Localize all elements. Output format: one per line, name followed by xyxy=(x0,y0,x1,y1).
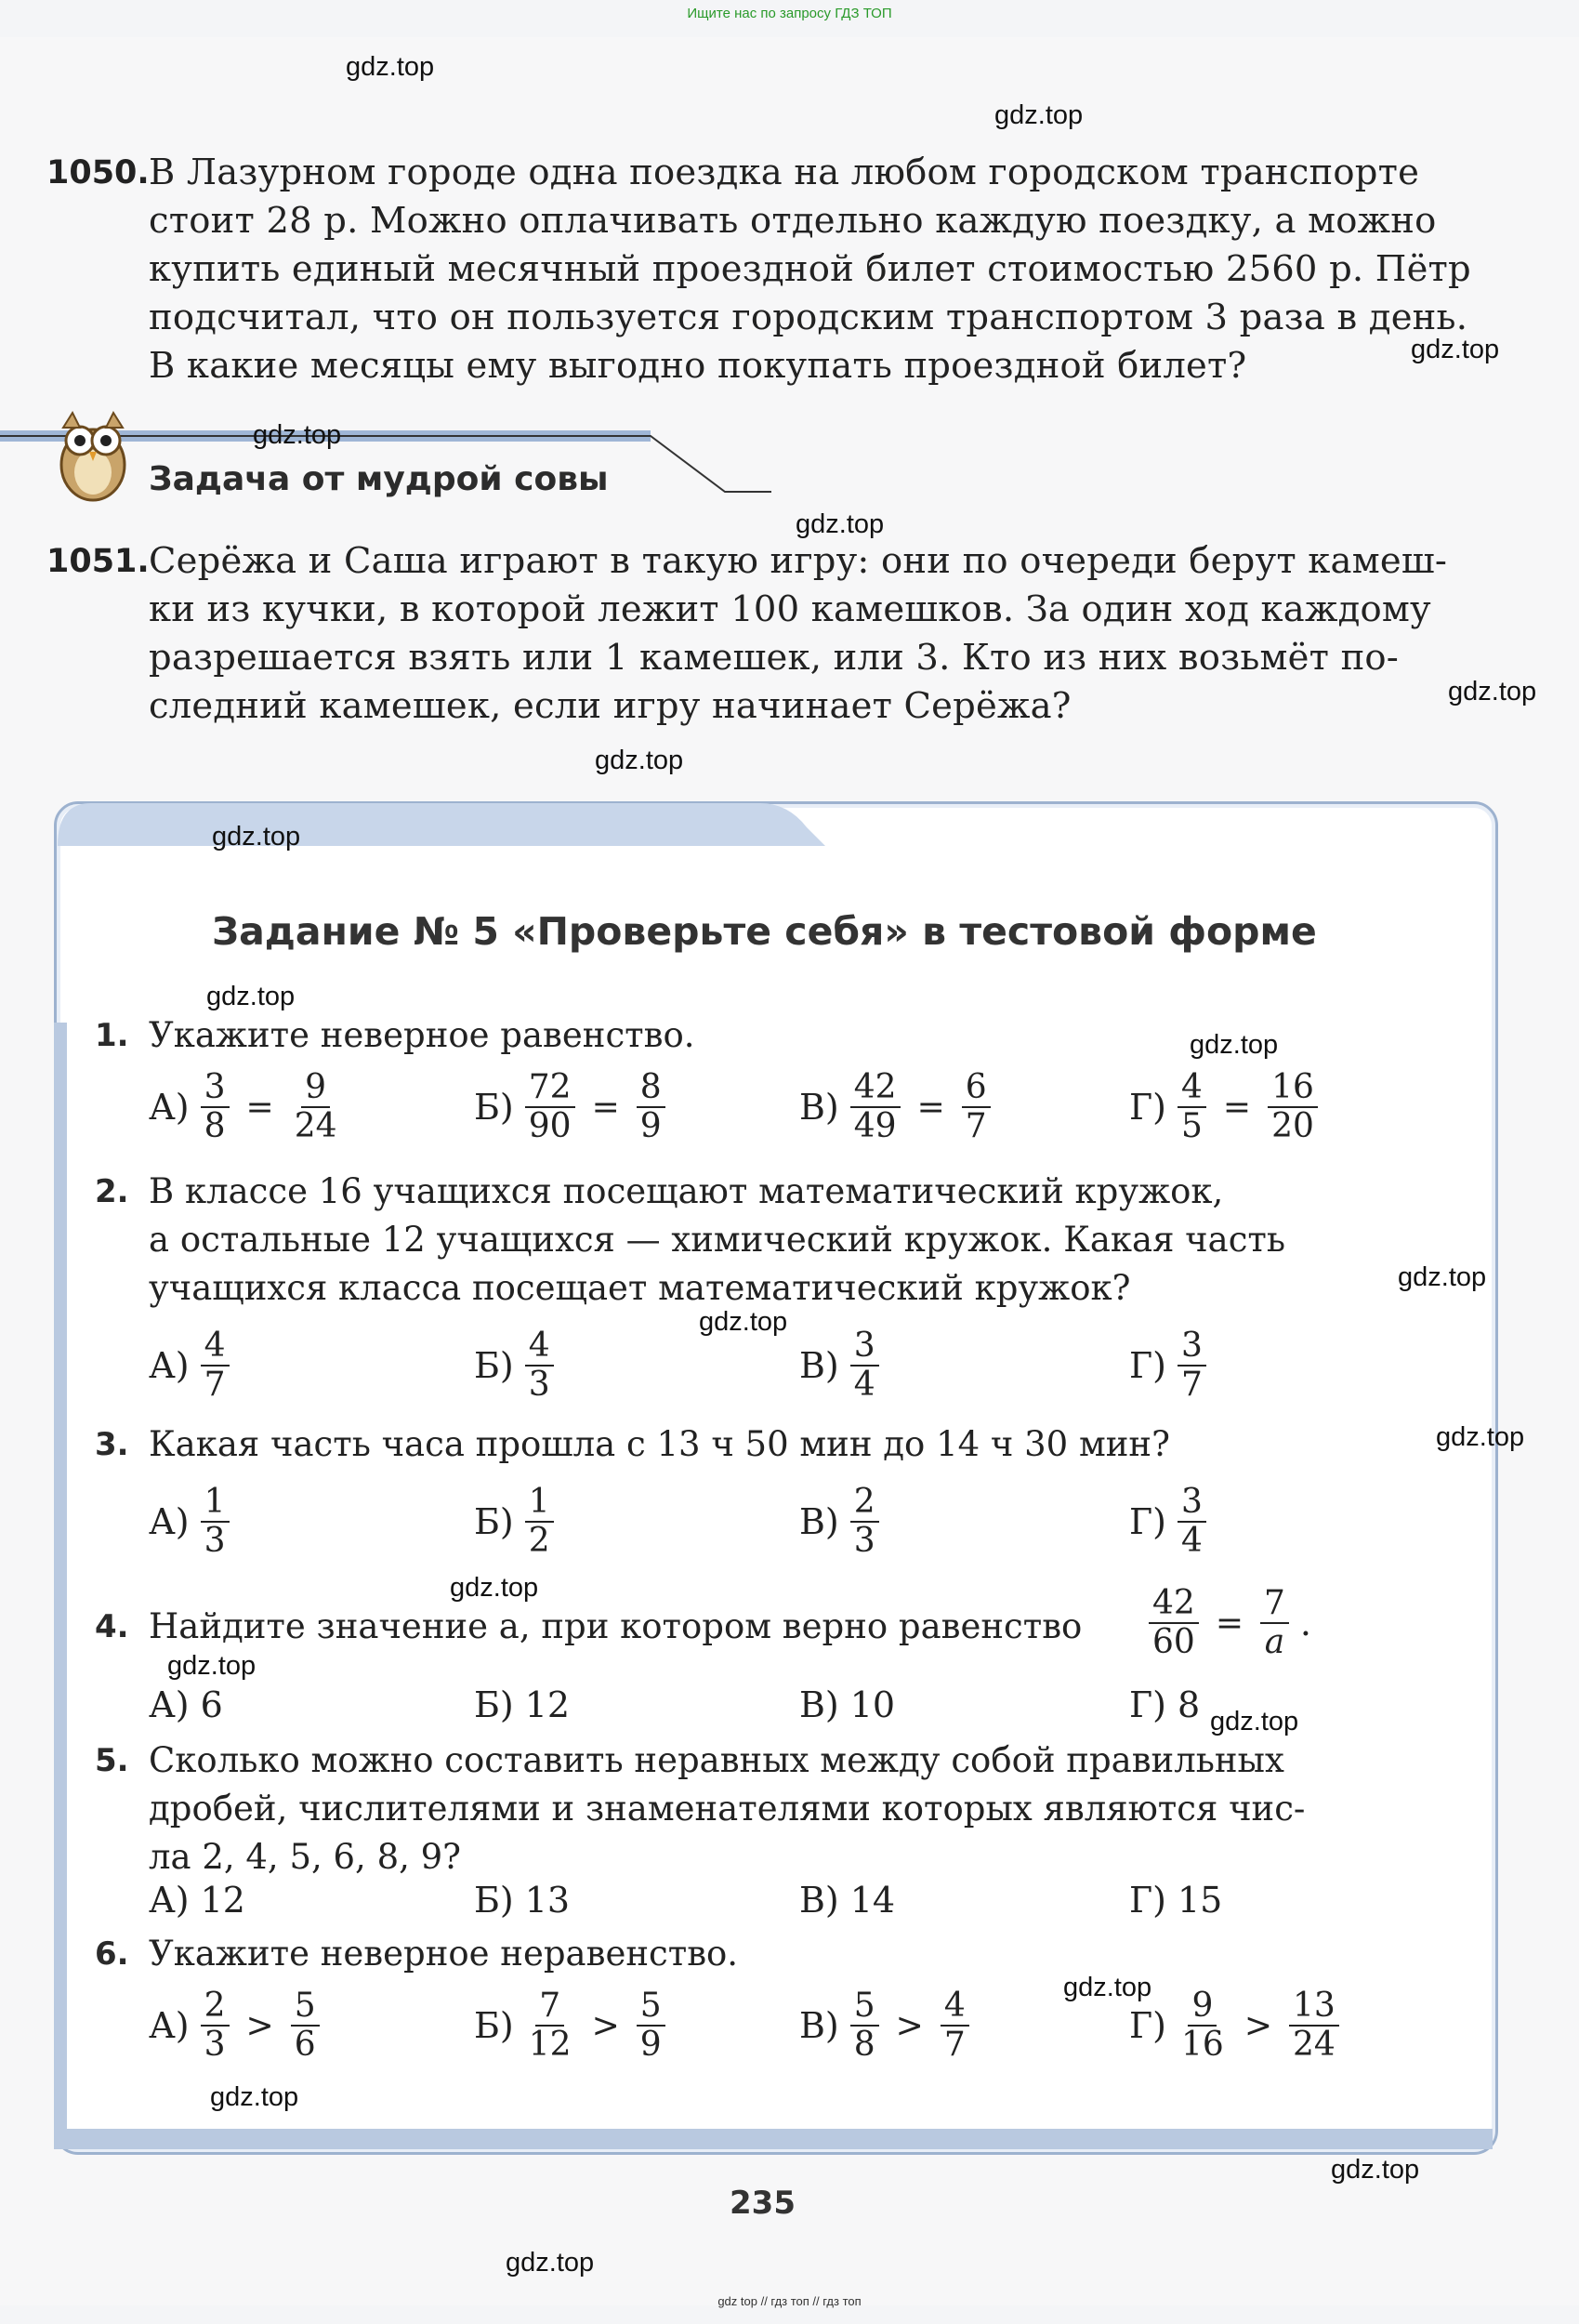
question-6-option-b[interactable] xyxy=(474,1987,665,2064)
option-label: Г) xyxy=(1129,2005,1166,2046)
denominator: 4 xyxy=(853,1366,875,1404)
numerator: 7 xyxy=(535,1987,564,2027)
option-label: А) xyxy=(149,2005,190,2046)
fraction xyxy=(291,1069,341,1145)
numerator: 4 xyxy=(941,1987,969,2027)
watermark-text: gdz.top xyxy=(450,1573,539,1603)
watermark-text: gdz.top xyxy=(1398,1262,1487,1292)
test-box-left-strip xyxy=(54,1023,67,2149)
option-value: 8 xyxy=(1178,1684,1201,1725)
question-6-option-d[interactable] xyxy=(1129,1987,1339,2064)
watermark-text: gdz.top xyxy=(206,982,296,1011)
option-label: Б) xyxy=(474,1501,514,1542)
option-label: Б) xyxy=(474,1684,514,1725)
fraction xyxy=(201,1484,230,1560)
fraction xyxy=(962,1069,991,1145)
denominator: 9 xyxy=(639,1107,662,1145)
problem-1050-text xyxy=(149,149,1496,390)
question-4-text: Найдите значение a, при котором верно равенство xyxy=(149,1606,1083,1646)
question-3-options xyxy=(149,1484,1320,1567)
question-6-option-a[interactable] xyxy=(149,1987,320,2064)
question-3-option-d[interactable] xyxy=(1129,1484,1206,1560)
option-label: Г) xyxy=(1129,1087,1166,1128)
option-value: 14 xyxy=(849,1880,896,1921)
fraction xyxy=(1178,1327,1206,1404)
watermark-text: gdz.top xyxy=(994,100,1084,130)
watermark-text: gdz.top xyxy=(212,822,301,852)
question-1-text: Укажите неверное равенство. xyxy=(149,1015,695,1055)
question-4-option-d[interactable] xyxy=(1129,1684,1200,1725)
fraction xyxy=(525,1987,575,2064)
denominator: 20 xyxy=(1271,1107,1314,1145)
option-label: В) xyxy=(799,2005,839,2046)
denominator: 8 xyxy=(853,2026,875,2064)
problem-1050-line: В какие месяцы ему выгодно покупать проездной билет? xyxy=(149,345,1247,387)
operator: > xyxy=(895,2006,924,2045)
option-value: 10 xyxy=(849,1684,896,1725)
option-label: А) xyxy=(149,1087,190,1128)
denominator: a xyxy=(1264,1623,1285,1661)
fraction xyxy=(291,1987,320,2064)
fraction xyxy=(850,1327,879,1404)
option-value: 12 xyxy=(200,1880,245,1921)
option-value: 13 xyxy=(524,1880,571,1921)
denominator: 3 xyxy=(853,1522,875,1560)
numerator: 3 xyxy=(1178,1484,1206,1523)
denominator: 24 xyxy=(1292,2026,1336,2064)
watermark-text: gdz.top xyxy=(506,2248,595,2278)
fraction xyxy=(1178,1484,1206,1560)
problem-1050-line: стоит 28 р. Можно оплачивать отдельно каждую поездку, а можно xyxy=(149,200,1437,242)
option-label: Г) xyxy=(1129,1880,1166,1921)
question-2-line: учащихся класса посещает математический кружок? xyxy=(149,1268,1131,1308)
question-6-options xyxy=(149,1987,1357,2071)
question-3-number: 3. xyxy=(95,1426,129,1463)
fraction xyxy=(850,1987,879,2064)
question-6-number: 6. xyxy=(95,1935,129,1973)
question-2-option-c[interactable] xyxy=(799,1327,879,1404)
question-4-number: 4. xyxy=(95,1608,129,1645)
option-label: Г) xyxy=(1129,1684,1166,1725)
watermark-text: gdz.top xyxy=(595,746,684,775)
denominator: 16 xyxy=(1181,2026,1224,2064)
fraction xyxy=(1268,1069,1318,1145)
denominator: 3 xyxy=(204,1522,226,1560)
numerator: 5 xyxy=(850,1987,879,2027)
fraction xyxy=(201,1987,230,2064)
question-3-option-a[interactable] xyxy=(149,1484,230,1560)
denominator: 90 xyxy=(528,1107,572,1145)
denominator: 12 xyxy=(528,2026,572,2064)
fraction xyxy=(525,1484,554,1560)
numerator: 1 xyxy=(525,1484,554,1523)
watermark-text: gdz.top xyxy=(167,1651,257,1681)
question-4-equation xyxy=(1149,1585,1311,1661)
fraction xyxy=(525,1327,554,1404)
page-number: 235 xyxy=(730,2185,796,2222)
denominator: 9 xyxy=(639,2026,662,2064)
question-2-text xyxy=(149,1168,1468,1313)
fraction xyxy=(850,1069,901,1145)
watermark-text: gdz.top xyxy=(210,2082,299,2112)
option-label: Б) xyxy=(474,1087,514,1128)
question-5-option-a[interactable] xyxy=(149,1880,245,1921)
denominator: 7 xyxy=(1181,1366,1203,1404)
denominator: 60 xyxy=(1152,1623,1195,1661)
problem-1051-line: следний камешек, если игру начинает Серёжа? xyxy=(149,685,1072,727)
question-5-line: дробей, числителями и знаменателями которых являются чис- xyxy=(149,1789,1306,1829)
problem-1050-line: купить единый месячный проездной билет стоимостью 2560 р. Пётр xyxy=(149,248,1471,290)
numerator: 42 xyxy=(850,1069,901,1108)
watermark-text: gdz.top xyxy=(1210,1707,1299,1736)
top-banner[interactable]: Ищите нас по запросу ГДЗ ТОП xyxy=(687,6,892,21)
option-value: 12 xyxy=(524,1684,571,1725)
operator: > xyxy=(591,2006,620,2045)
denominator: 24 xyxy=(294,1107,337,1145)
question-6-option-c[interactable] xyxy=(799,1987,969,2064)
fraction xyxy=(637,1069,665,1145)
watermark-text: gdz.top xyxy=(1436,1422,1525,1452)
question-2-option-b[interactable] xyxy=(474,1327,554,1404)
question-1-number: 1. xyxy=(95,1017,129,1054)
operator: = xyxy=(591,1088,620,1127)
question-1-option-a[interactable] xyxy=(149,1069,341,1145)
owl-icon xyxy=(46,400,139,502)
denominator: 49 xyxy=(853,1107,897,1145)
numerator: 9 xyxy=(1188,1987,1217,2027)
operator: > xyxy=(245,2006,274,2045)
operator: > xyxy=(1243,2006,1272,2045)
question-2-number: 2. xyxy=(95,1173,129,1210)
watermark-text: gdz.top xyxy=(253,420,342,450)
question-1-options xyxy=(149,1069,1320,1153)
watermark-text: gdz.top xyxy=(1063,1973,1152,2002)
numerator: 3 xyxy=(1178,1327,1206,1367)
question-6-text: Укажите неверное неравенство. xyxy=(149,1934,739,1974)
watermark-text: gdz.top xyxy=(796,509,885,539)
option-label: В) xyxy=(799,1880,839,1921)
numerator: 1 xyxy=(201,1484,230,1523)
question-4-options xyxy=(149,1684,1320,1731)
option-label: А) xyxy=(149,1501,190,1542)
question-5-option-b[interactable] xyxy=(474,1880,570,1921)
denominator: 4 xyxy=(1181,1522,1203,1560)
bottom-links[interactable]: gdz top // гдз топ // гдз топ xyxy=(717,2294,862,2308)
question-4-option-b[interactable] xyxy=(474,1684,570,1725)
numerator: 5 xyxy=(637,1987,665,2027)
fraction xyxy=(1178,1069,1206,1145)
numerator: 3 xyxy=(850,1327,879,1367)
option-label: В) xyxy=(799,1087,839,1128)
denominator: 8 xyxy=(204,1107,226,1145)
numerator: 9 xyxy=(301,1069,330,1108)
option-label: В) xyxy=(799,1684,839,1725)
option-value: 6 xyxy=(200,1684,223,1725)
fraction xyxy=(201,1327,230,1404)
numerator: 5 xyxy=(291,1987,320,2027)
problem-1050-line: В Лазурном городе одна поездка на любом городском транспорте xyxy=(149,152,1420,193)
denominator: 3 xyxy=(528,1366,550,1404)
operator: = xyxy=(916,1088,945,1127)
numerator: 3 xyxy=(201,1069,230,1108)
question-1-option-b[interactable] xyxy=(474,1069,665,1145)
question-1-option-d[interactable] xyxy=(1129,1069,1318,1145)
question-2-options xyxy=(149,1327,1320,1411)
numerator: 2 xyxy=(201,1987,230,2027)
question-3-option-b[interactable] xyxy=(474,1484,554,1560)
question-4-option-c[interactable] xyxy=(799,1684,895,1725)
problem-1051-text xyxy=(149,537,1496,731)
option-value: 15 xyxy=(1178,1880,1223,1921)
operator: = xyxy=(1215,1604,1243,1643)
watermark-text: gdz.top xyxy=(1190,1030,1279,1060)
fraction xyxy=(941,1987,969,2064)
denominator: 2 xyxy=(528,1522,550,1560)
watermark-text: gdz.top xyxy=(346,52,435,82)
numerator: 4 xyxy=(525,1327,554,1367)
numerator: 2 xyxy=(850,1484,879,1523)
numerator: 6 xyxy=(962,1069,991,1108)
option-label: В) xyxy=(799,1345,839,1386)
option-label: А) xyxy=(149,1880,190,1921)
option-label: Б) xyxy=(474,1880,514,1921)
numerator: 72 xyxy=(525,1069,575,1108)
question-5-option-d[interactable] xyxy=(1129,1880,1222,1921)
question-2-line: В классе 16 учащихся посещают математический кружок, xyxy=(149,1171,1224,1211)
owl-section-title: Задача от мудрой совы xyxy=(149,460,609,498)
numerator: 7 xyxy=(1260,1585,1289,1624)
test-box-bottom-strip xyxy=(54,2129,1493,2149)
question-2-option-d[interactable] xyxy=(1129,1327,1206,1404)
fraction xyxy=(201,1069,230,1145)
question-5-option-c[interactable] xyxy=(799,1880,895,1921)
denominator: 7 xyxy=(204,1366,226,1404)
problem-1051-line: Серёжа и Саша играют в такую игру: они по очереди берут камеш- xyxy=(149,540,1448,582)
option-label: В) xyxy=(799,1501,839,1542)
fraction xyxy=(850,1484,879,1560)
problem-1051-line: ки из кучки, в которой лежит 100 камешков. За один ход каждому xyxy=(149,588,1431,630)
test-title: Задание № 5 «Проверьте себя» в тестовой форме xyxy=(212,909,1317,954)
denominator: 5 xyxy=(1181,1107,1203,1145)
question-3-text: Какая часть часа прошла с 13 ч 50 мин до 14 ч 30 мин? xyxy=(149,1424,1170,1464)
problem-1050-number: 1050. xyxy=(46,154,150,191)
question-1-option-c[interactable] xyxy=(799,1069,991,1145)
numerator: 13 xyxy=(1289,1987,1339,2027)
problem-1051-number: 1051. xyxy=(46,543,150,580)
question-3-option-c[interactable] xyxy=(799,1484,879,1560)
problem-1051-line: разрешается взять или 1 камешек, или 3. Кто из них возьмёт по- xyxy=(149,637,1400,679)
numerator: 8 xyxy=(637,1069,665,1108)
watermark-text: gdz.top xyxy=(1411,335,1500,364)
option-label: А) xyxy=(149,1345,190,1386)
watermark-text: gdz.top xyxy=(1448,677,1537,706)
question-2-option-a[interactable] xyxy=(149,1327,230,1404)
option-label: А) xyxy=(149,1684,190,1725)
numerator: 4 xyxy=(201,1327,230,1367)
option-label: Б) xyxy=(474,2005,514,2046)
fraction xyxy=(1149,1585,1199,1661)
numerator: 16 xyxy=(1268,1069,1318,1108)
question-5-options xyxy=(149,1880,1320,1926)
fraction xyxy=(637,1987,665,2064)
denominator: 7 xyxy=(943,2026,966,2064)
question-5-line: ла 2, 4, 5, 6, 8, 9? xyxy=(149,1837,462,1877)
operator: = xyxy=(1222,1088,1252,1127)
question-5-number: 5. xyxy=(95,1742,129,1779)
period: . xyxy=(1299,1603,1311,1644)
denominator: 6 xyxy=(294,2026,316,2064)
question-5-line: Сколько можно составить неравных между собой правильных xyxy=(149,1740,1284,1780)
operator: = xyxy=(245,1088,274,1127)
question-2-line: а остальные 12 учащихся — химический кружок. Какая часть xyxy=(149,1220,1286,1260)
fraction xyxy=(525,1069,575,1145)
question-4-option-a[interactable] xyxy=(149,1684,223,1725)
option-label: Г) xyxy=(1129,1345,1166,1386)
option-label: Г) xyxy=(1129,1501,1166,1542)
watermark-text: gdz.top xyxy=(1331,2155,1420,2185)
fraction xyxy=(1178,1987,1228,2064)
denominator: 7 xyxy=(965,1107,987,1145)
watermark-text: gdz.top xyxy=(699,1307,788,1337)
numerator: 4 xyxy=(1178,1069,1206,1108)
question-5-text xyxy=(149,1736,1468,1882)
numerator: 42 xyxy=(1149,1585,1199,1624)
problem-1050-line: подсчитал, что он пользуется городским транспортом 3 раза в день. xyxy=(149,297,1468,338)
fraction xyxy=(1289,1987,1339,2064)
fraction xyxy=(1260,1585,1289,1661)
denominator: 3 xyxy=(204,2026,226,2064)
option-label: Б) xyxy=(474,1345,514,1386)
